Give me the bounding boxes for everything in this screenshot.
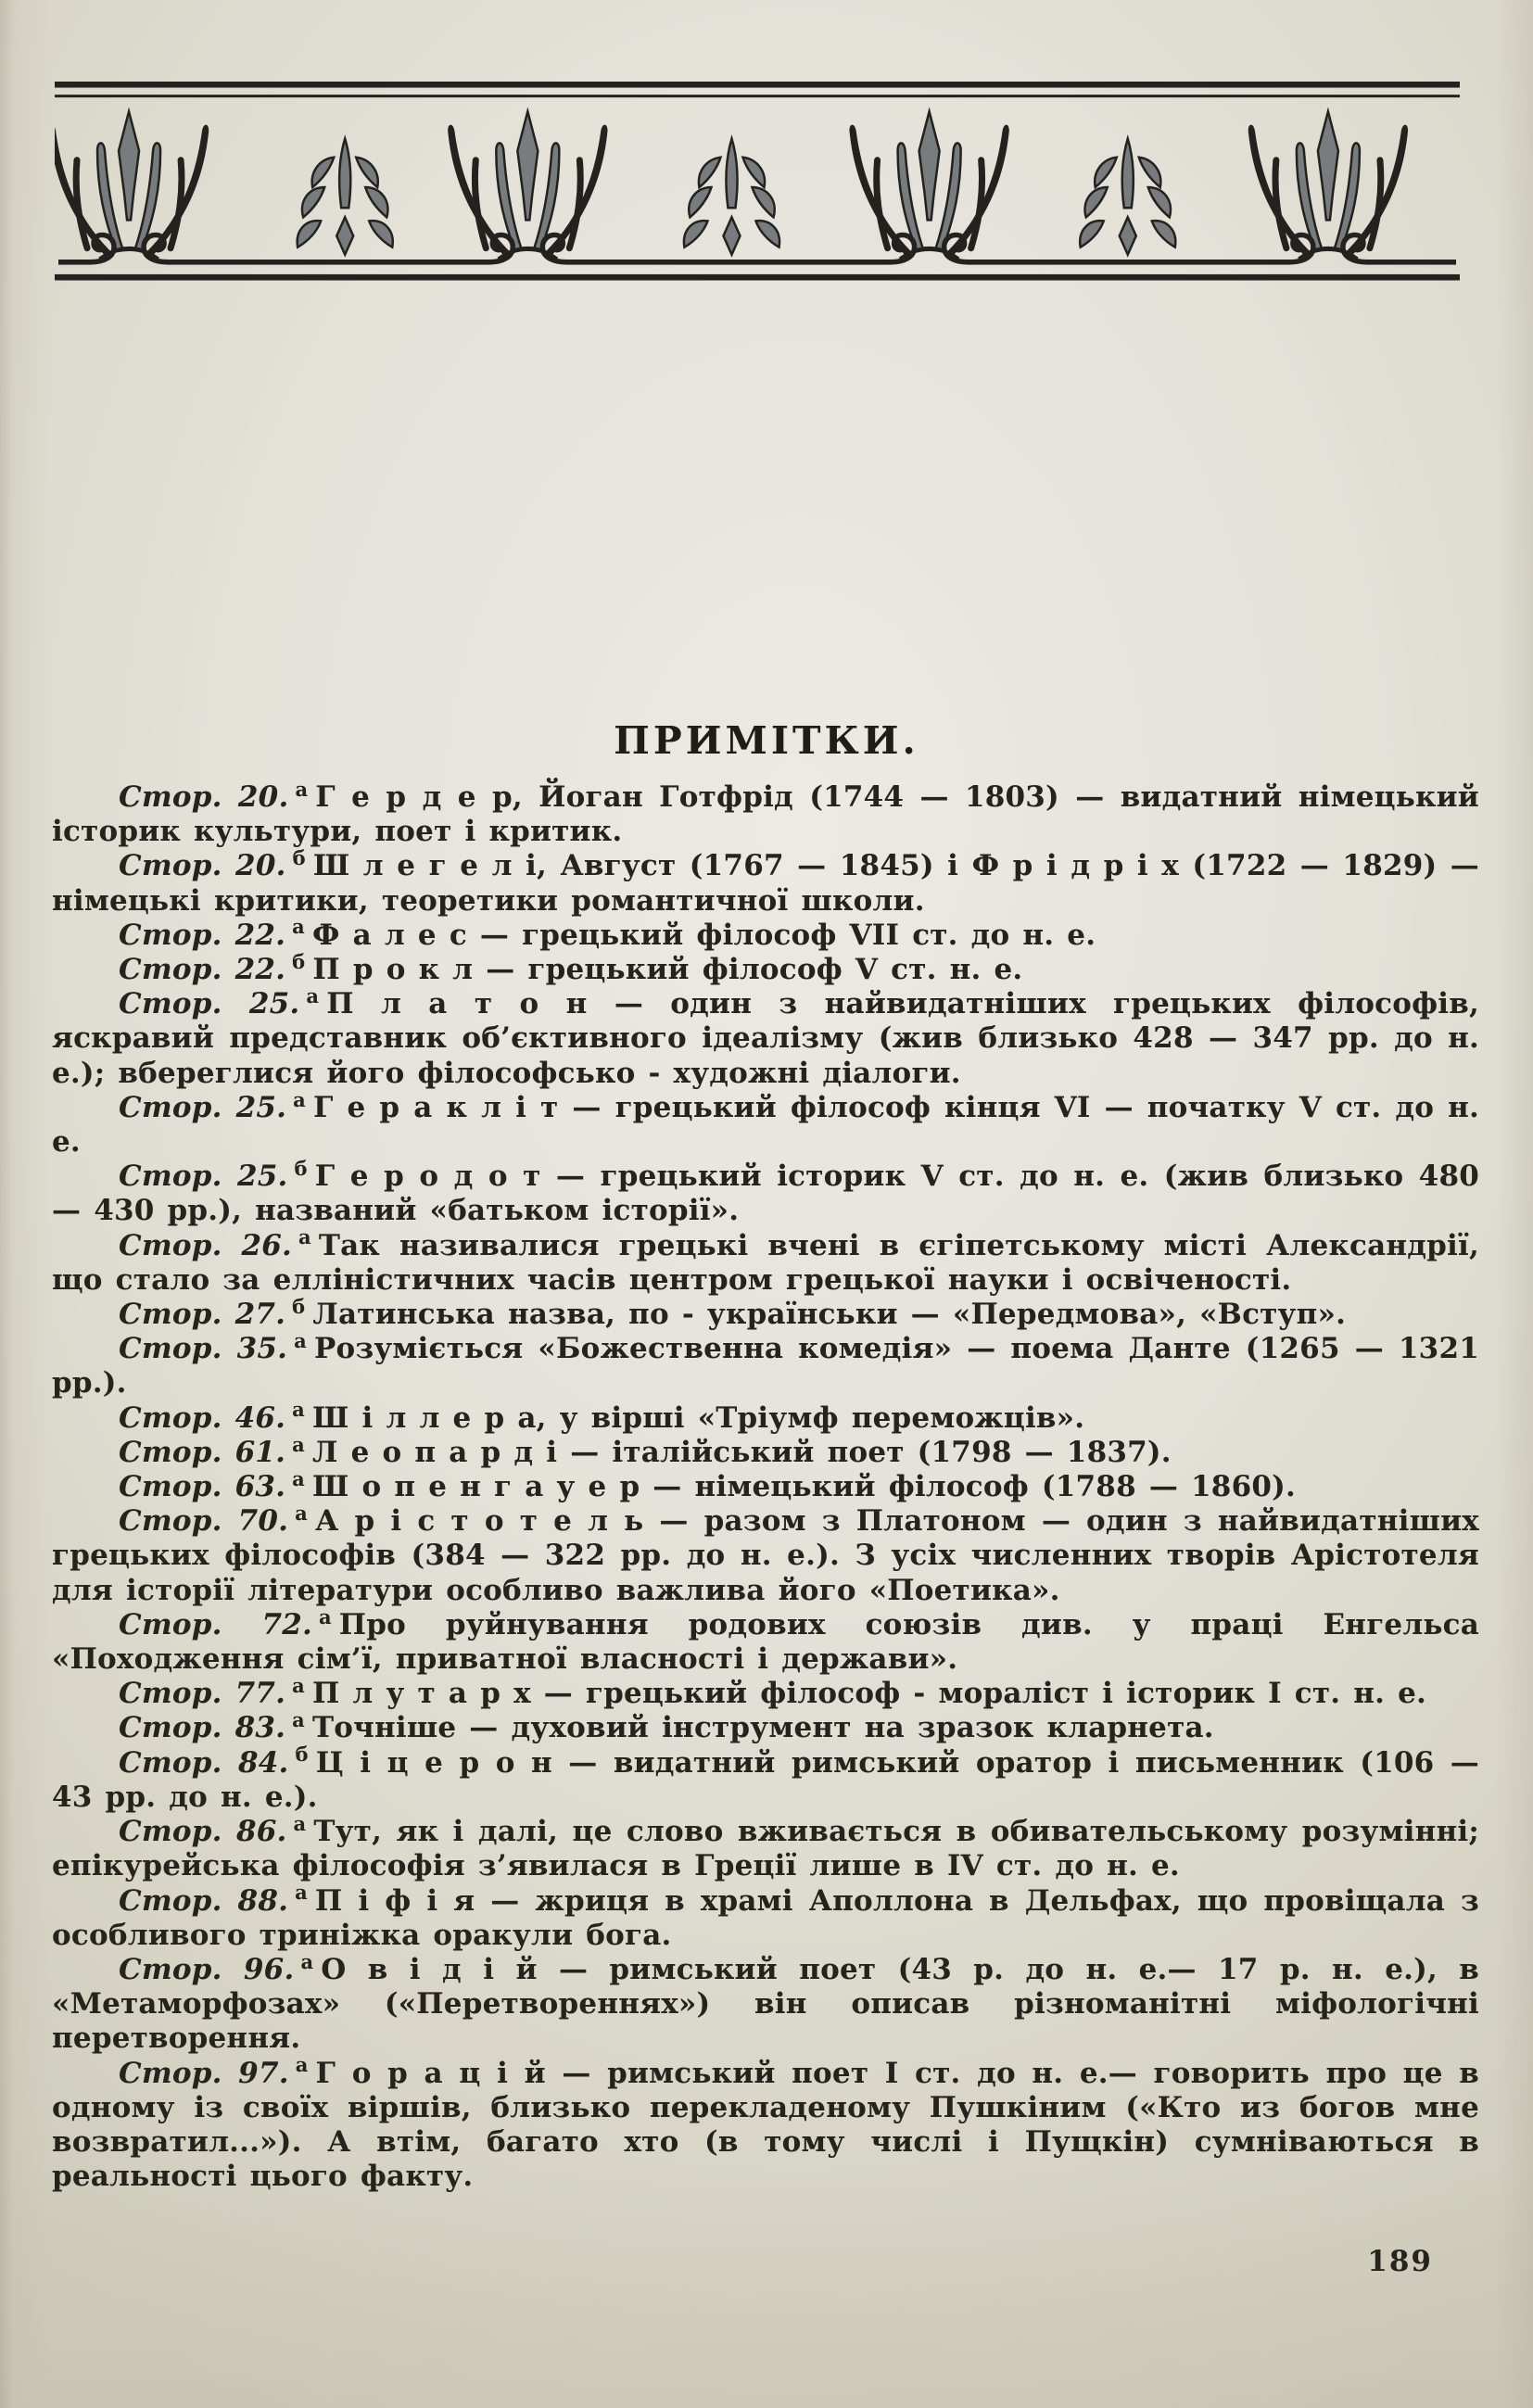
- note-text: Про руйнування родових союзів див. у праці Енгельса «Походження сім’ї, приватної власності і держави».: [52, 1607, 1479, 1677]
- note-footnote-marker: а: [295, 1501, 308, 1525]
- note-item: [52, 1708, 1479, 1745]
- note-footnote-marker: б: [294, 1156, 308, 1180]
- note-footnote-marker: а: [292, 1432, 305, 1456]
- note-page-ref: Стор. 27.: [119, 1298, 286, 1332]
- note-item: [52, 777, 1479, 849]
- note-item: [52, 1225, 1479, 1298]
- note-footnote-marker: б: [295, 1743, 309, 1767]
- note-item: [52, 983, 1479, 1091]
- note-footnote-marker: а: [298, 1225, 311, 1249]
- note-page-ref: Стор. 96.: [119, 1952, 295, 1986]
- note-item: [52, 1466, 1479, 1504]
- note-page-ref: Стор. 20.: [119, 780, 289, 814]
- note-text: Тут, як і далі, це слово вживається в обивательському розумінні; епікурейська філософія з’явилася в Греції лише в IV ст. до н. е.: [52, 1815, 1479, 1883]
- note-text: Г о р а ц і й — римський поет I ст. до н. е.— говорить про це в одному із своїх віршів, близько перекладеному Пушкіним («Кто из богов мне возвратил...»). А втім, багато хто (в тому числі і Пущкін) сумніваються в реальності цього факту.: [52, 2056, 1479, 2194]
- note-item: [52, 949, 1479, 987]
- note-page-ref: Стор. 20.: [119, 849, 286, 883]
- note-page-ref: Стор. 84.: [119, 1745, 289, 1780]
- note-text: А р і с т о т е л ь — разом з Платоном — один з найвидатніших грецьких філософів (384 — 322 рр. до н. е.). З усіх численних творів Арістотеля для історії літератури особливо важлива його «Поетика».: [52, 1504, 1479, 1607]
- note-text: Г е р а к л і т — грецький філософ кінця VI — початку V ст. до н. е.: [52, 1090, 1479, 1160]
- note-page-ref: Стор. 83.: [119, 1711, 286, 1745]
- note-item: [52, 2053, 1479, 2195]
- note-text: Л е о п а р д і — італійський поет (1798 — 1837).: [311, 1435, 1172, 1469]
- note-page-ref: Стор. 25.: [119, 987, 300, 1021]
- note-footnote-marker: а: [293, 1811, 307, 1835]
- note-item: [52, 1156, 1479, 1228]
- note-footnote-marker: а: [295, 1881, 308, 1905]
- note-page-ref: Стор. 26.: [119, 1228, 293, 1262]
- note-text: Ш і л л е р а, у вірші «Тріумф переможців».: [311, 1400, 1085, 1435]
- note-item: [52, 1604, 1479, 1677]
- note-page-ref: Стор. 86.: [119, 1815, 287, 1849]
- note-footnote-marker: а: [318, 1604, 332, 1629]
- palmette-lotus-band-icon: [55, 82, 1460, 282]
- note-footnote-marker: а: [293, 1087, 306, 1111]
- note-text: Розуміється «Божественна комедія» — поема Данте (1265 — 1321 рр.).: [52, 1332, 1479, 1400]
- note-footnote-marker: а: [292, 1708, 305, 1732]
- note-item: [52, 1881, 1479, 1953]
- note-item: [52, 1811, 1479, 1883]
- note-page-ref: Стор. 72.: [119, 1607, 312, 1641]
- note-item: [52, 1501, 1479, 1608]
- note-item: [52, 1673, 1479, 1711]
- note-text: Ц і ц е р о н — видатний римський оратор і письменник (106 — 43 рр. до н. е.).: [52, 1745, 1479, 1814]
- note-footnote-marker: а: [292, 1398, 305, 1422]
- note-text: Так називалися грецькі вчені в єгіпетському місті Александрії, що стало за елліністичних часів центром грецької науки і освіченості.: [52, 1228, 1479, 1297]
- note-page-ref: Стор. 22.: [119, 953, 286, 987]
- note-page-ref: Стор. 77.: [119, 1677, 286, 1711]
- note-page-ref: Стор. 88.: [119, 1883, 289, 1918]
- note-page-ref: Стор. 70.: [119, 1504, 289, 1539]
- note-page-ref: Стор. 97.: [119, 2056, 289, 2090]
- notes-list: [52, 777, 1479, 2194]
- note-text: Г е р д е р, Йоган Готфрід (1744 — 1803) — видатний німецький історик культури, поет і критик.: [52, 780, 1479, 849]
- note-text: Латинська назва, по - українськи — «Передмова», «Вступ».: [312, 1298, 1347, 1332]
- note-footnote-marker: а: [295, 2053, 309, 2077]
- note-page-ref: Стор. 22.: [119, 918, 286, 952]
- note-footnote-marker: а: [295, 777, 309, 801]
- note-text: Точніше — духовий інструмент на зразок кларнета.: [311, 1711, 1214, 1745]
- page-title: ПРИМІТКИ.: [614, 718, 919, 764]
- note-page-ref: Стор. 46.: [119, 1400, 286, 1435]
- note-text: П л а т о н — один з найвидатніших грецьких філософів, яскравий представник об’єктивного ідеалізму (жив близько 428 — 347 рр. до н. е.); вбереглися його філософсько - художні діалоги.: [52, 987, 1479, 1090]
- note-footnote-marker: б: [292, 1294, 306, 1318]
- note-item: [52, 1294, 1479, 1332]
- note-item: [52, 1432, 1479, 1470]
- note-footnote-marker: а: [292, 1466, 305, 1490]
- page-number: 189: [1367, 2245, 1433, 2278]
- note-item: [52, 1949, 1479, 2057]
- note-text: П і ф і я — жриця в храмі Аполлона в Дельфах, що провіщала з особливого триніжка оракули бога.: [52, 1883, 1479, 1952]
- note-page-ref: Стор. 35.: [119, 1332, 288, 1366]
- note-text: Ф а л е с — грецький філософ VII ст. до н. е.: [311, 918, 1096, 952]
- note-text: П л у т а р х — грецький філософ - мораліст і історик I ст. н. е.: [311, 1677, 1427, 1711]
- note-item: [52, 1398, 1479, 1436]
- note-footnote-marker: а: [292, 1673, 305, 1697]
- note-footnote-marker: а: [294, 1328, 307, 1352]
- head-band-ornament: [55, 82, 1460, 282]
- note-item: [52, 1328, 1479, 1400]
- note-text: Ш л е г е л і, Август (1767 — 1845) і Ф р і д р і х (1722 — 1829) — німецькі критики, теоретики романтичної школи.: [52, 849, 1479, 918]
- note-text: О в і д і й — римський поет (43 р. до н. е.— 17 р. н. е.), в «Метаморфозах» («Перетвореннях») він описав різноманітні міфологічні перетворення.: [52, 1952, 1479, 2056]
- note-page-ref: Стор. 25.: [119, 1090, 287, 1124]
- note-text: Г е р о д о т — грецький історик V ст. до н. е. (жив близько 480 — 430 рр.), названий «батьком історії».: [52, 1160, 1479, 1228]
- note-page-ref: Стор. 25.: [119, 1160, 288, 1194]
- note-page-ref: Стор. 61.: [119, 1435, 286, 1469]
- note-page-ref: Стор. 63.: [119, 1470, 286, 1504]
- note-footnote-marker: б: [292, 949, 306, 973]
- note-text: П р о к л — грецький філософ V ст. н. е.: [312, 953, 1023, 987]
- note-footnote-marker: б: [292, 846, 306, 870]
- note-footnote-marker: а: [292, 915, 305, 939]
- note-footnote-marker: а: [300, 1949, 314, 1973]
- note-item: [52, 1743, 1479, 1815]
- note-item: [52, 915, 1479, 953]
- note-footnote-marker: а: [306, 983, 320, 1008]
- note-item: [52, 1087, 1479, 1160]
- note-text: Ш о п е н г а у е р — німецький філософ (1788 — 1860).: [311, 1470, 1296, 1504]
- note-item: [52, 846, 1479, 918]
